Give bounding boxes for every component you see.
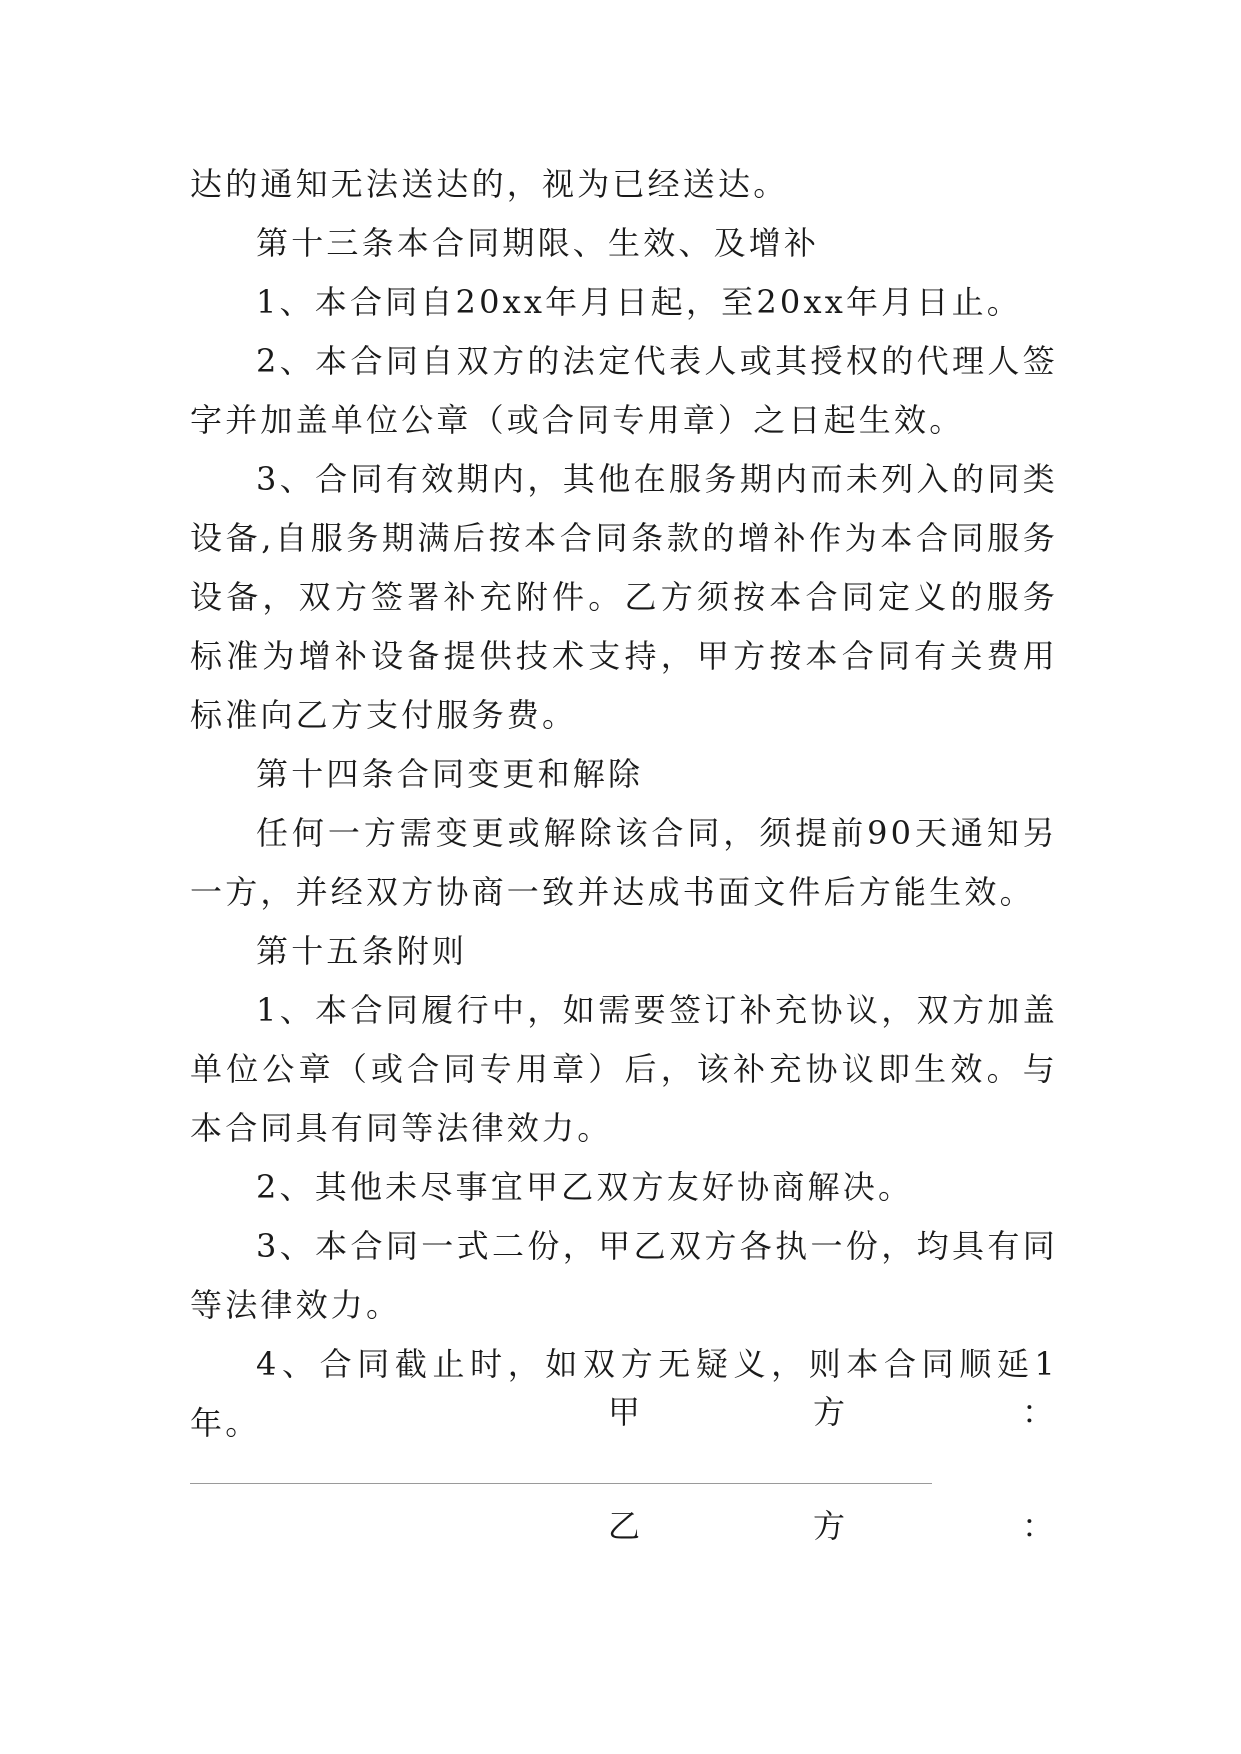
party-b-label-char1: 乙 [608, 1507, 641, 1545]
paragraph: 1、本合同自20xx年月日起，至20xx年月日止。 [256, 283, 1022, 321]
party-b-colon: ： [1022, 1507, 1055, 1545]
paragraph: 3、合同有效期内，其他在服务期内而未列入的同类设备,自服务期满后按本合同条款的增补作为本合同服务设备，双方签署补充附件。乙方须按本合同定义的服务标准为增补设备提供技术支持，甲方按本合同有关费用标准向乙方支付服务费。 [190, 460, 1058, 734]
party-a-label-char1: 甲 [608, 1393, 641, 1431]
party-a-label-char2: 方 [813, 1393, 846, 1431]
paragraph: 1、本合同履行中，如需要签订补充协议，双方加盖单位公章（或合同专用章）后，该补充协议即生效。与本合同具有同等法律效力。 [190, 991, 1058, 1147]
party-b-label-char2: 方 [813, 1507, 846, 1545]
section-heading-15: 第十五条附则 [256, 932, 468, 970]
contract-body [190, 155, 1058, 1453]
section-heading-14: 第十四条合同变更和解除 [256, 755, 644, 793]
section-heading-13: 第十三条本合同期限、生效、及增补 [256, 224, 820, 262]
paragraph: 2、其他未尽事宜甲乙双方友好协商解决。 [256, 1168, 914, 1206]
paragraph: 2、本合同自双方的法定代表人或其授权的代理人签字并加盖单位公章（或合同专用章）之日起生效。 [190, 342, 1058, 439]
paragraph: 任何一方需变更或解除该合同，须提前90天通知另一方，并经双方协商一致并达成书面文件后方能生效。 [190, 814, 1058, 911]
paragraph: 3、本合同一式二份，甲乙双方各执一份，均具有同等法律效力。 [190, 1227, 1058, 1324]
paragraph: 达的通知无法送达的，视为已经送达。 [190, 165, 789, 203]
signature-underline [190, 1483, 932, 1484]
paragraph: 4、合同截止时，如双方无疑义，则本合同顺延1年。 [190, 1345, 1058, 1442]
party-a-colon: ： [1022, 1393, 1055, 1431]
